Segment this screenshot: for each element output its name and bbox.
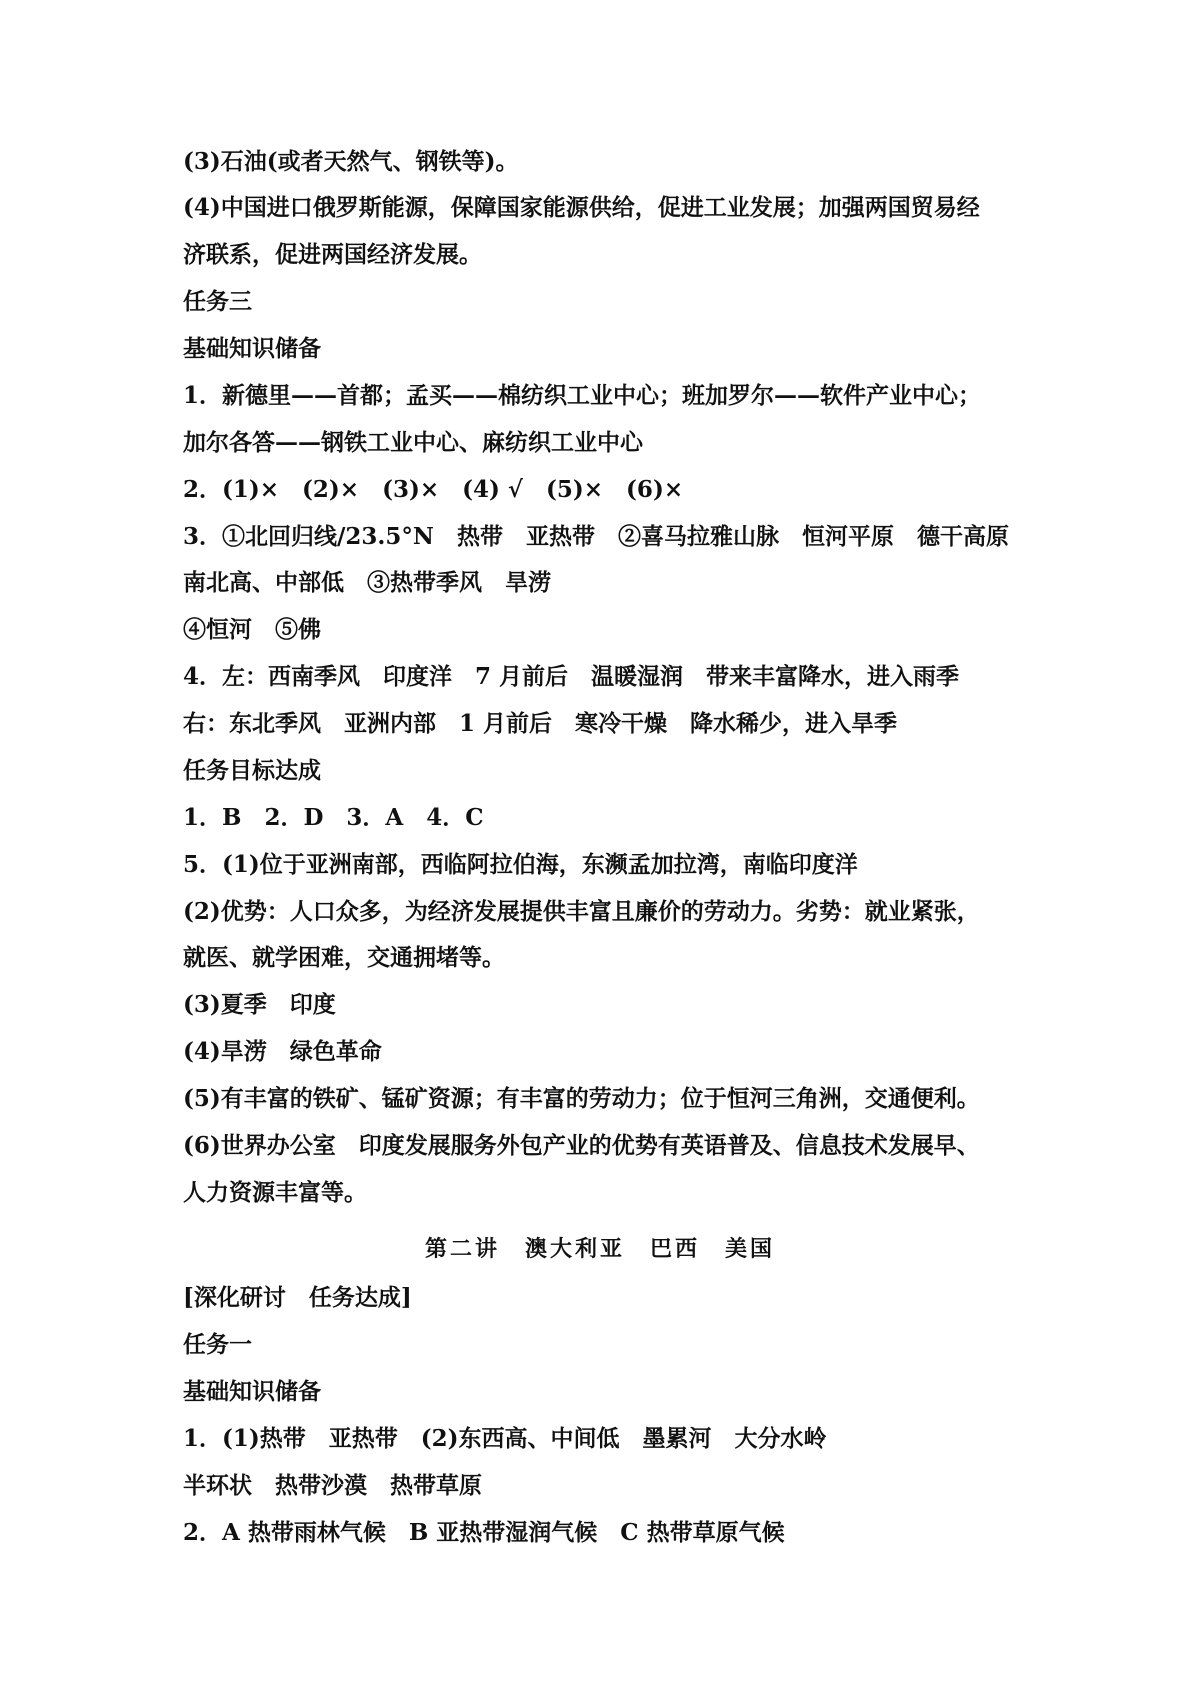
answer-line: ④恒河 ⑤佛 [183, 616, 321, 643]
answer-line: (4)旱涝 绿色革命 [183, 1038, 382, 1065]
answer-line: 3．①北回归线/23.5°N 热带 亚热带 ②喜马拉雅山脉 恒河平原 德干高原 [183, 523, 1009, 550]
subsection-heading: 任务目标达成 [183, 757, 321, 784]
answer-line: 就医、就学困难，交通拥堵等。 [183, 944, 505, 971]
answer-line: 2．(1)× (2)× (3)× (4) √ (5)× (6)× [183, 476, 684, 503]
answer-line: (5)有丰富的铁矿、锰矿资源；有丰富的劳动力；位于恒河三角洲，交通便利。 [183, 1085, 980, 1112]
answer-line: 4．左：西南季风 印度洋 7 月前后 温暖湿润 带来丰富降水，进入雨季 [183, 663, 960, 690]
answer-line: (4)中国进口俄罗斯能源，保障国家能源供给，促进工业发展；加强两国贸易经 [183, 194, 980, 221]
subsection-heading: 基础知识储备 [183, 335, 321, 362]
answer-line: (6)世界办公室 印度发展服务外包产业的优势有英语普及、信息技术发展早、 [183, 1132, 980, 1159]
answer-line: 半环状 热带沙漠 热带草原 [183, 1472, 482, 1499]
answer-line: 1．新德里——首都；孟买——棉纺织工业中心；班加罗尔——软件产业中心； [183, 382, 982, 409]
answer-line: 人力资源丰富等。 [183, 1179, 367, 1206]
section-heading: 任务一 [183, 1331, 252, 1358]
section-heading: 任务三 [183, 288, 252, 315]
answer-line: 5．(1)位于亚洲南部，西临阿拉伯海，东濒孟加拉湾，南临印度洋 [183, 851, 858, 878]
answer-line: 右：东北季风 亚洲内部 1 月前后 寒冷干燥 降水稀少，进入旱季 [183, 710, 898, 737]
answer-line: (3)夏季 印度 [183, 991, 336, 1018]
answer-line: 加尔各答——钢铁工业中心、麻纺织工业中心 [183, 429, 643, 456]
answer-line: 2．A 热带雨林气候 B 亚热带湿润气候 C 热带草原气候 [183, 1519, 785, 1546]
answer-line: 1．(1)热带 亚热带 (2)东西高、中间低 墨累河 大分水岭 [183, 1425, 827, 1452]
section-heading: [深化研讨 任务达成] [183, 1284, 412, 1311]
answer-line: (2)优势：人口众多，为经济发展提供丰富且廉价的劳动力。劣势：就业紧张， [183, 898, 980, 925]
answer-line: (3)石油(或者天然气、钢铁等)。 [183, 148, 519, 175]
answer-line: 1．B 2．D 3．A 4．C [183, 804, 484, 831]
answer-line: 济联系，促进两国经济发展。 [183, 241, 482, 268]
answer-line: 南北高、中部低 ③热带季风 旱涝 [183, 569, 551, 596]
lecture-title: 第二讲 澳大利亚 巴西 美国 [424, 1236, 775, 1262]
subsection-heading: 基础知识储备 [183, 1378, 321, 1405]
